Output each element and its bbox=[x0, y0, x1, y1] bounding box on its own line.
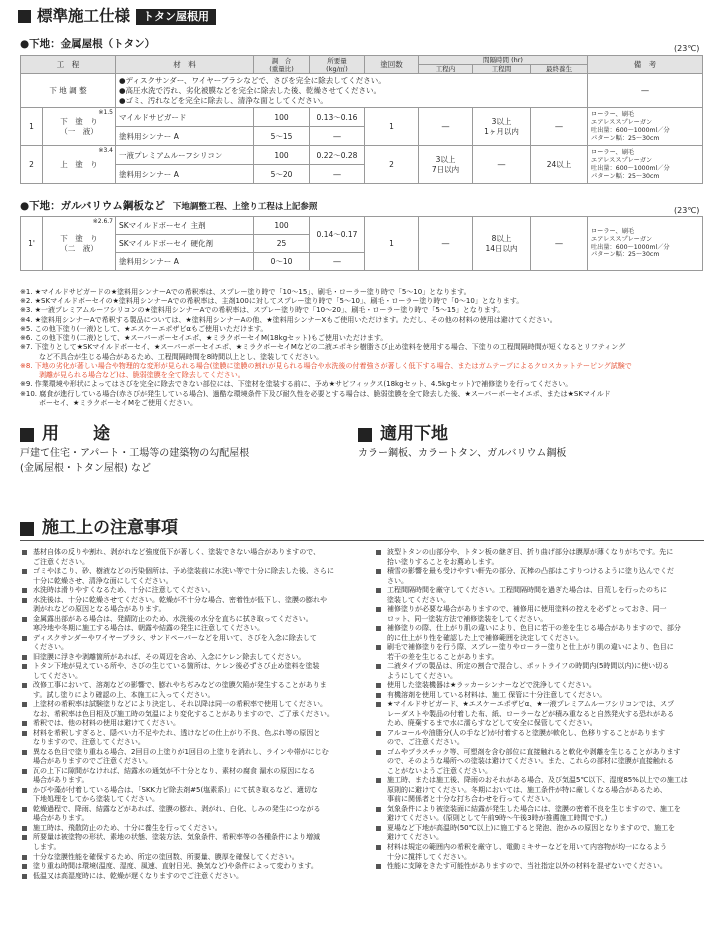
precaution-item: 希釈では、他の材料の使用は避けてください。 bbox=[22, 719, 354, 729]
ratio-value: 100 bbox=[254, 146, 310, 165]
precaution-item-continued: さい。 bbox=[387, 576, 408, 585]
inter-value: 8以上 14日以内 bbox=[473, 217, 531, 271]
substrate-heading: 適用下地 bbox=[358, 424, 448, 445]
footnote-line: ※4. ★塗料用シンナーAで希釈する製品については、★塗料用シンナーAの他、★塗料用シンナーXもご使用いただけます。ただし、その他の材料の使用は避けてください。 bbox=[20, 315, 557, 324]
col-material: 材 料 bbox=[116, 56, 254, 74]
row-no: 2 bbox=[21, 146, 43, 184]
spec2-subnote: 下地調整工程、上塗り工程は上記参照 bbox=[172, 202, 318, 212]
precaution-item-continued: ロット、同一塗装方法で補修塗装をしてください。 bbox=[387, 614, 548, 623]
precaution-item-continued: す。試し塗りにより確認の上、本施工に入ってください。 bbox=[33, 690, 215, 699]
precaution-item-continued: 原則的に避けてください。冬期においては、施工条件が特に厳しくなる場合があるため、 bbox=[387, 785, 667, 794]
divider bbox=[20, 540, 704, 541]
material-name: 一液プレミアムルーフシリコン bbox=[116, 146, 254, 165]
precaution-item-continued: ようにしてください。 bbox=[387, 671, 457, 680]
precaution-item-continued: 的に仕上がり性を確認した上で補修範囲を決定してください。 bbox=[387, 633, 583, 642]
inter-value: 3以上 1ヶ月以内 bbox=[473, 108, 531, 146]
spec1-table bbox=[20, 55, 703, 184]
precaution-item: 材料を希釈しすぎると、隠ぺい力不足やたれ、透けなどの仕上がり不良、色ぶれ等の原因と bbox=[22, 729, 354, 739]
spec2-table bbox=[20, 216, 703, 271]
col-remarks: 備 考 bbox=[588, 56, 703, 74]
material-name: 塗料用シンナー A bbox=[116, 253, 254, 271]
col-final: 最終養生 bbox=[531, 65, 588, 74]
col-inter: 工程間 bbox=[473, 65, 531, 74]
intra-value: ― bbox=[419, 108, 473, 146]
amount-value: ― bbox=[310, 127, 365, 146]
precaution-item: アルコールや油脂分(人の手など)が付着すると塗膜が軟化し、色移りすることがあります bbox=[376, 729, 706, 739]
footnote-line: ※8. 下地の劣化が著しい場合や物理的な変形が見られる場合(塗膜に塗膜の割れが見られる場合や水洗後の付着強さが著しく低下する場合、またはガムテープによるクロスカットテーピング試験で bbox=[20, 361, 632, 370]
precaution-item: 補修塗りが必要な場合がありますので、補修用に使用塗料の控えを必ずとっておき、同一 bbox=[376, 605, 706, 615]
precaution-item-continued: 塗装してください。 bbox=[387, 595, 450, 604]
precaution-item: 乾燥過程で、降雨、結露などがあれば、塗膜の膨れ、剥がれ、白化、しみの発生につながる bbox=[22, 805, 354, 815]
footnote-line: ※1. ★マイルドサビガードの★塗料用シンナーAでの希釈率は、スプレー塗り時で「10～15」、刷毛・ローラー塗り時で「5～10」となります。 bbox=[20, 288, 471, 296]
precaution-item: 低温又は高湿度時には、乾燥が遅くなりますのでご注意ください。 bbox=[22, 872, 354, 882]
coats-value: 2 bbox=[365, 146, 419, 184]
precaution-item: 基材自体の反りや割れ、剥がれなど強度低下が著しく、塗装できない場合がありますので、 bbox=[22, 548, 354, 558]
coats-value: 1 bbox=[365, 108, 419, 146]
footnote-line: ※2. ★SKマイルドボーセイの★塗料用シンナーAでの希釈率は、主剤100に対してスプレー塗り時で「5～10」、刷毛・ローラー塗り時で「0～10」となります。 bbox=[20, 297, 524, 306]
precaution-item: 水洗後は、十分に乾燥させてください。乾燥が不十分な場合、密着性が低下し、塗膜の膨れや bbox=[22, 596, 354, 606]
precaution-item-continued: 事前に関係者と十分な打ち合わせを行ってください。 bbox=[387, 795, 555, 804]
amount-value: ― bbox=[310, 253, 365, 271]
precaution-item: ゴムやプラスチック等、可塑剤を含む部位に直接触れると軟化や剥離を生じることがあります bbox=[376, 748, 706, 758]
precaution-item-continued: 避けてください。(原則として午前9時～午後3時が推薦施工時間です。) bbox=[387, 814, 608, 823]
precaution-item: 補修塗りの際、仕上がり肌の違いにより、色目に若干の差を生じる場合がありますので、部分 bbox=[376, 624, 706, 634]
material-name: 塗料用シンナー A bbox=[116, 165, 254, 184]
precaution-item: 上塗材の希釈率は試験塗りなどにより決定し、それ以降は同一の希釈率で使用してください。 bbox=[22, 700, 354, 710]
precaution-item-continued: ので、ご注意ください。 bbox=[387, 738, 464, 747]
col-amount: 所要量 (kg/㎡) bbox=[310, 56, 365, 74]
precaution-item: 瓦の上下に隙間がなければ、結露水の通気が不十分となり、素材の腐食 漏水の原因になる bbox=[22, 767, 354, 777]
precaution-item: 波型トタンの山部分や、トタン板の継ぎ目、折り曲げ部分は膜厚が薄くなりがちです。先に bbox=[376, 548, 706, 558]
square-bullet-icon bbox=[358, 428, 372, 442]
ratio-value: 5～20 bbox=[254, 165, 310, 184]
precaution-item-continued: ご注意ください。 bbox=[33, 557, 89, 566]
final-value: ― bbox=[531, 108, 588, 146]
precaution-item: 材料は規定の範囲内の希釈を厳守し、電動ミキサーなどを用いて内容物が均一になるよう bbox=[376, 843, 706, 853]
col-interval: 間隔時間 (hr) bbox=[419, 56, 588, 65]
final-value: ― bbox=[531, 217, 588, 271]
substrate-text: カラー鋼板、カラートタン、ガルバリウム鋼板 bbox=[358, 448, 567, 459]
precaution-item: 気象条件により被塗装面に結露が発生した場合には、塗膜の密着不良を生じますので、施工を bbox=[376, 805, 706, 815]
footnote-line: ※6. この他下塗り(二液)として、★スーパーボーセイエポ、★ミラクボーセイM(18kgセット)もご使用いただけます。 bbox=[20, 334, 388, 343]
usage-text: 戸建て住宅・アパート・工場等の建築物の勾配屋根 (金属屋根・トタン屋根) など bbox=[20, 448, 250, 474]
material-name: SKマイルドボーセイ 主剤 bbox=[116, 217, 254, 235]
process-label: ※3.4 上 塗 り bbox=[43, 146, 116, 184]
precaution-item-continued: 若干の差を生じることがあります。 bbox=[387, 652, 499, 661]
precaution-item-continued: 下地処理をしてから塗装してください。 bbox=[33, 795, 159, 804]
precaution-item-continued: 十分に乾燥させ、清浄な面にしてください。 bbox=[33, 576, 173, 585]
coats-value: 1 bbox=[365, 217, 419, 271]
material-name: マイルドサビガード bbox=[116, 108, 254, 127]
ratio-value: 25 bbox=[254, 235, 310, 253]
precaution-item-continued: 避けてください。 bbox=[387, 833, 443, 842]
col-coats: 塗回数 bbox=[365, 56, 419, 74]
intra-value: ― bbox=[419, 217, 473, 271]
precaution-item-continued: レーダストや製品の付着した布、紙、ローラーなどが積み重なると自然発火する恐れがある bbox=[387, 709, 674, 718]
square-bullet-icon bbox=[20, 428, 34, 442]
precaution-item-continued: 場合がありますのでご注意ください。 bbox=[33, 757, 152, 766]
precaution-item-continued: 剥がれなどの原因となる場合があります。 bbox=[33, 605, 166, 614]
roof-type-badge: トタン屋根用 bbox=[136, 9, 216, 25]
intra-value: 3以上 7日以内 bbox=[419, 146, 473, 184]
precaution-item: 積雪の影響を最も受けやすい軒先の部分、瓦棒の凸部はこすりつけるように塗り込んでくだ bbox=[376, 567, 706, 577]
page-title: 標準施工仕様 bbox=[37, 7, 131, 25]
precaution-item-continued: なお、希釈率は色目相及び施工時の気温により変化することがありますので、ご了承ください。 bbox=[33, 709, 334, 718]
precaution-item-continued: 寒冷地や冬期に施工する場合は、朝露や結露の発生に注意してください。 bbox=[33, 624, 264, 633]
precaution-item: ディスクサンダーやワイヤーブラシ、サンドペーパーなどを用いて、さびを入念に除去して bbox=[22, 634, 354, 644]
precaution-item-continued: ことがないようご注意ください。 bbox=[387, 766, 492, 775]
final-value: 24以上 bbox=[531, 146, 588, 184]
precaution-item: 施工時は、飛散防止のため、十分に養生を行ってください。 bbox=[22, 824, 354, 834]
precaution-item-continued: ので、そのような場所への塗装は避けてください。また、これらの部材に塗膜が直接触れる bbox=[387, 757, 674, 766]
precaution-item-continued: 十分に撹拌してください。 bbox=[387, 852, 471, 861]
precaution-item: 刷毛で補修塗りを行う際、スプレー塗りやローラー塗りと仕上がり肌の違いにより、色目に bbox=[376, 643, 706, 653]
precaution-item: 水洗時は滑りやすくなるため、十分に注意してください。 bbox=[22, 586, 354, 596]
precaution-item: 施工時、または施工後、降雨のおそれがある場合、及び気温5℃以下、湿度85%以上での施工は bbox=[376, 776, 706, 786]
precaution-item: ★マイルドサビガード、★エスケーエポザビα、★一液プレミアムルーフシリコンでは、スプ bbox=[376, 700, 706, 710]
process-label: ※1.5 下 塗 り （一 液） bbox=[43, 108, 116, 146]
footnote-line: ※3. ★一液プレミアムルーフシリコンの★塗料用シンナーAでの希釈率は、スプレー塗り時で「10～20」、刷毛・ローラー塗り時で「5～15」となります。 bbox=[20, 306, 505, 315]
spec1-heading: ●下地：金属屋根（トタン） bbox=[20, 38, 156, 50]
footnote-line: ※10. 腐食が進行している場合(赤さびが発生している場合)、過酷な環境条件下及び耐久性を必要とする場合は、脆弱塗膜を全て除去した後、★スーパーボーセイエポ、または★SKマイルド bbox=[20, 389, 611, 398]
amount-value: 0.14～0.17 bbox=[310, 217, 365, 253]
page-header bbox=[18, 7, 216, 26]
col-process: 工 程 bbox=[21, 56, 116, 74]
precaution-item: トタン下地が見えている所や、さびの生じている箇所は、ケレン後必ずさび止め塗料を塗装 bbox=[22, 662, 354, 672]
usage-heading: 用 途 bbox=[20, 424, 110, 445]
process-label: ※2.6.7 下 塗 り （二 液） bbox=[43, 217, 116, 271]
precaution-item-continued: なりますので、注意してください。 bbox=[33, 738, 145, 747]
footnote-line: ※7. 下塗りとして★SKマイルドボーセイ、★スーパーボーセイエポ、★ミラクボーセイMなどの二液エポキシ樹脂さび止め塗料を使用する場合、下塗りの工程間隔時間が短くなるとリフティング bbox=[20, 343, 626, 352]
material-name: SKマイルドボーセイ 硬化剤 bbox=[116, 235, 254, 253]
ratio-value: 5～15 bbox=[254, 127, 310, 146]
precaution-item: 工程間隔時間を厳守してください。工程間隔時間を過ぎた場合は、目荒しを行ったのちに bbox=[376, 586, 706, 596]
prep-remarks: ― bbox=[588, 74, 703, 108]
precaution-item: 改修工事において、溶剤などの影響で、膨れやちぢみなどの塗膜欠陥が発生することがありま bbox=[22, 681, 354, 691]
precaution-item-continued: 場合があります。 bbox=[33, 814, 89, 823]
ratio-value: 100 bbox=[254, 108, 310, 127]
footnote-line: ※9. 作業環境や形状によってはさびを完全に除去できない部位には、下塗材を塗装する前に、予め★サビフィックス(18kgセット、4.5kgセット)で補修塗りを行ってください。 bbox=[20, 380, 573, 389]
precaution-item: 十分な塗膜性能を確保するため、所定の塗回数、所要量、膜厚を確保してください。 bbox=[22, 853, 354, 863]
footnotes bbox=[20, 288, 704, 408]
prep-instructions: ●ディスクサンダー、ワイヤーブラシなどで、さびを完全に除去してください。 ●高圧水洗で汚れ、劣化被膜などを完全に除去した後、乾燥させてください。 ●ゴミ、汚れなどを完全に除去し、清浄な面としてください。 bbox=[116, 74, 588, 108]
spec2-heading: ●下地：ガルバリウム鋼板など 下地調整工程、上塗り工程は上記参照 bbox=[20, 200, 318, 212]
footnote-line: など不具合が生じる場合があるため、工程間隔時間を8時間以上とし、塗装してください。 bbox=[39, 352, 324, 361]
square-bullet-icon bbox=[18, 10, 31, 23]
amount-value: 0.22～0.28 bbox=[310, 146, 365, 165]
footnote-line: 剥離が見られる場合など)は、脆弱塗膜を全て除去してください。 bbox=[39, 371, 245, 380]
precaution-item: 金属露出部がある場合は、発錆防止のため、水洗後の水分を直ちに拭き取ってください。 bbox=[22, 615, 354, 625]
precaution-item: 使用した塗装機器は★ラッカーシンナーなどで洗浄してください。 bbox=[376, 681, 706, 691]
precaution-item: 塗り重ね時間は環境(温度、湿度、風速、直射日光、換気など)や条件によって変わります。 bbox=[22, 862, 354, 872]
ratio-value: 0～10 bbox=[254, 253, 310, 271]
precautions-right bbox=[376, 548, 706, 872]
inter-value: ― bbox=[473, 146, 531, 184]
precaution-item-continued: してください。 bbox=[33, 671, 82, 680]
spec1-temperature: (23℃) bbox=[674, 44, 700, 53]
precautions-left bbox=[22, 548, 354, 881]
precautions-heading: 施工上の注意事項 bbox=[20, 518, 178, 539]
precaution-item: 異なる色目で塗り重ねる場合、2回目の上塗りが1回目の上塗りを消れし、ラインや帯がにじむ bbox=[22, 748, 354, 758]
row-no: 1 bbox=[21, 108, 43, 146]
footnote-line: ※5. この他下塗り(一液)として、★エスケーエポザビαもご使用いただけます。 bbox=[20, 324, 268, 333]
col-ratio: 調 合 (重量比) bbox=[254, 56, 310, 74]
precaution-item-continued: 場合があります。 bbox=[33, 776, 89, 785]
remarks-value: ローラー、刷毛 エアレススプレーガン 吐出量：600～1000ml／分 パターン幅：25～30cm bbox=[588, 108, 703, 146]
precaution-item-continued: します。 bbox=[33, 842, 61, 851]
precaution-item: 夏場など下地が高温時(50℃以上)に施工すると発泡、泡かみの原因となりますので、施工を bbox=[376, 824, 706, 834]
spec2-temperature: (23℃) bbox=[674, 206, 700, 215]
material-name: 塗料用シンナー A bbox=[116, 127, 254, 146]
precaution-item: かびや藻が付着している場合は、「SKK力ビ除去剤#5(塩素系)」にて拭き取るなど、適切な bbox=[22, 786, 354, 796]
precaution-item-continued: ください。 bbox=[33, 643, 68, 652]
square-bullet-icon bbox=[20, 522, 34, 536]
row-no: 1' bbox=[21, 217, 43, 271]
amount-value: ― bbox=[310, 165, 365, 184]
precaution-item-continued: 拾い塗りすることをお薦めします。 bbox=[387, 557, 499, 566]
remarks-value: ローラー、刷毛 エアレススプレーガン 吐出量：600～1000ml／分 パターン幅：25～30cm bbox=[588, 146, 703, 184]
col-intra: 工程内 bbox=[419, 65, 473, 74]
precaution-item: 二液タイプの製品は、所定の割合で混合し、ポットライフの時間内(5時間以内)に使い切る bbox=[376, 662, 706, 672]
precaution-item: 有機溶剤を使用している材料は、施工 保管に十分注意してください。 bbox=[376, 691, 706, 701]
precaution-item: ゴミやほこり、砂、樹液などの汚染個所は、予め塗装前に水洗い等で十分に除去した後、さらに bbox=[22, 567, 354, 577]
amount-value: 0.13～0.16 bbox=[310, 108, 365, 127]
remarks-value: ローラー、刷毛 エアレススプレーガン 吐出量：600～1000ml／分 パターン幅：25～30cm bbox=[588, 217, 703, 271]
ratio-value: 100 bbox=[254, 217, 310, 235]
precaution-item: 性能に支障をきたす可能性がありますので、当社指定以外の材料を混ぜないでください。 bbox=[376, 862, 706, 872]
prep-label: 下 地 調 整 bbox=[21, 74, 116, 108]
precaution-item-continued: ため、廃棄するまで水に濡らすなどして安全に保管してください。 bbox=[387, 719, 597, 728]
precaution-item: 旧塗膜に浮きや剥離箇所があれば、その周辺を含め、入念にケレン除去してください。 bbox=[22, 653, 354, 663]
precaution-item: 所要量は被塗物の形状、素地の状態、塗装方法、気象条件、希釈率等の各種条件により増減 bbox=[22, 833, 354, 843]
footnote-line: ボーセイ、★ミラクボーセイMをご使用ください。 bbox=[39, 398, 197, 407]
